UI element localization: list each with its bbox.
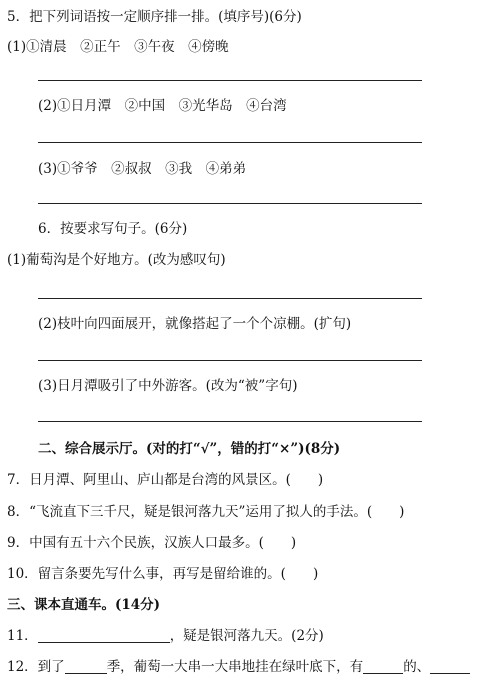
q5-item-2: (2)①日月潭 ②中国 ③光华岛 ④台湾 [38, 98, 287, 114]
q6-item-2: (2)枝叶向四面展开，就像搭起了一个个凉棚。(扩句) [38, 316, 352, 332]
q10: 10．留言条要先写什么事，再写是留给谁的。( ) [7, 566, 319, 582]
q12 [7, 658, 470, 676]
q5-item-1: (1)①清晨 ②正午 ③午夜 ④傍晚 [7, 39, 229, 55]
q11-suffix: ，疑是银河落九天。(2分) [169, 628, 324, 644]
q11 [7, 627, 324, 645]
q5-title: 5．把下列词语按一定顺序排一排。(填序号)(6分) [7, 9, 302, 25]
answer-line[interactable] [38, 142, 422, 143]
answer-line[interactable] [38, 360, 422, 361]
q7: 7．日月潭、阿里山、庐山都是台湾的风景区。( ) [7, 472, 324, 488]
section2-title: 二、综合展示厅。(对的打“√”，错的打“×”)(8分) [38, 441, 341, 457]
q12-blank-3[interactable] [430, 659, 470, 674]
answer-line[interactable] [38, 421, 422, 422]
q12-part1: 12．到了 [7, 659, 65, 675]
q5-item-3: (3)①爷爷 ②叔叔 ③我 ④弟弟 [38, 161, 247, 177]
q6-item-1: (1)葡萄沟是个好地方。(改为感叹句) [7, 252, 226, 268]
q8: 8．“飞流直下三千尺，疑是银河落九天”运用了拟人的手法。( ) [7, 504, 405, 520]
q11-prefix: 11． [7, 628, 38, 644]
section3-title: 三、课本直通车。(14分) [7, 597, 161, 613]
answer-line[interactable] [38, 80, 422, 81]
q6-title: 6．按要求写句子。(6分) [38, 221, 188, 237]
q12-part3: 的、 [403, 659, 431, 675]
answer-line[interactable] [38, 298, 422, 299]
q6-item-3: (3)日月潭吸引了中外游客。(改为“被”字句) [38, 378, 298, 394]
q12-blank-1[interactable] [65, 659, 107, 674]
answer-line[interactable] [38, 203, 422, 204]
q12-blank-2[interactable] [363, 659, 403, 674]
q12-part2: 季，葡萄一大串一大串地挂在绿叶底下，有 [106, 659, 364, 675]
q9: 9．中国有五十六个民族，汉族人口最多。( ) [7, 535, 297, 551]
q11-blank[interactable] [38, 628, 170, 643]
